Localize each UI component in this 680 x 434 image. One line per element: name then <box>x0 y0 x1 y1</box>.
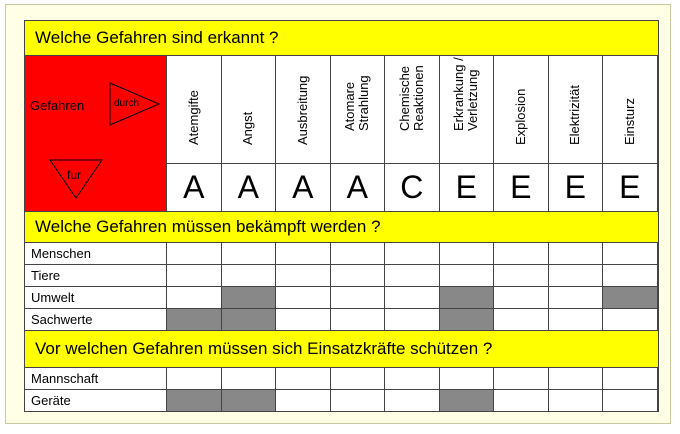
hazard-group-letter: E <box>494 163 549 211</box>
column-header <box>549 56 604 163</box>
hazard-group-letter: A <box>276 163 331 211</box>
hazard-group-letter: E <box>440 163 495 211</box>
row-label: Menschen <box>25 243 167 264</box>
matrix-cell[interactable] <box>331 265 386 286</box>
matrix-cell[interactable] <box>276 368 331 389</box>
column-header <box>222 56 277 163</box>
column-header <box>603 56 658 163</box>
matrix-cell[interactable] <box>440 368 495 389</box>
matrix-cell[interactable] <box>385 368 440 389</box>
table-row <box>25 243 658 265</box>
matrix-cell[interactable] <box>494 309 549 330</box>
matrix-cell[interactable] <box>385 265 440 286</box>
legend-cell <box>25 56 167 211</box>
column-header <box>276 56 331 163</box>
matrix-cell[interactable] <box>494 368 549 389</box>
column-header-label: Elektrizität <box>567 85 583 145</box>
column-header-label: Atemgifte <box>185 90 201 145</box>
matrix-cell[interactable] <box>331 309 386 330</box>
matrix-cell[interactable] <box>603 265 658 286</box>
matrix-cell[interactable] <box>167 287 222 308</box>
matrix-cell-marked[interactable] <box>222 390 277 411</box>
matrix-cell-marked[interactable] <box>167 390 222 411</box>
column-header <box>440 56 495 163</box>
matrix-cell[interactable] <box>440 243 495 264</box>
matrix-cell[interactable] <box>331 287 386 308</box>
matrix-cell[interactable] <box>549 368 604 389</box>
row-label: Mannschaft <box>25 368 167 389</box>
column-header-label: Explosion <box>512 88 528 145</box>
matrix-cell[interactable] <box>385 309 440 330</box>
matrix-cell[interactable] <box>331 243 386 264</box>
row-label: Umwelt <box>25 287 167 308</box>
matrix-cell[interactable] <box>603 243 658 264</box>
hazard-group-letter: E <box>549 163 604 211</box>
matrix-cell[interactable] <box>331 390 386 411</box>
matrix-cell[interactable] <box>494 287 549 308</box>
matrix-cell[interactable] <box>167 368 222 389</box>
detected-hazards-title: Welche Gefahren sind erkannt ? <box>35 28 279 47</box>
hazard-group-letter: A <box>167 163 222 211</box>
matrix-cell[interactable] <box>276 309 331 330</box>
matrix-cell[interactable] <box>331 368 386 389</box>
column-header-label: Ausbreitung <box>294 75 310 145</box>
row-label: Tiere <box>25 265 167 286</box>
table-row <box>25 287 658 309</box>
matrix-cell[interactable] <box>440 265 495 286</box>
fight-hazards-title: Welche Gefahren müssen bekämpft werden ? <box>35 217 381 236</box>
column-header <box>385 56 440 163</box>
matrix-cell-marked[interactable] <box>440 309 495 330</box>
table-row <box>25 368 658 390</box>
column-header-label: Atomare Strahlung <box>342 75 372 131</box>
matrix-cell[interactable] <box>222 265 277 286</box>
matrix-cell-marked[interactable] <box>222 287 277 308</box>
protect-hazards-title: Vor welchen Gefahren müssen sich Einsatzkräfte schützen ? <box>35 339 493 358</box>
hazard-group-letter: E <box>603 163 658 211</box>
column-header-label: Chemische Reaktionen <box>396 65 426 131</box>
hazard-group-letter: C <box>385 163 440 211</box>
legend-durch-label: durch <box>114 98 140 109</box>
matrix-cell[interactable] <box>385 243 440 264</box>
matrix-cell[interactable] <box>276 265 331 286</box>
column-header-label: Angst <box>240 111 256 145</box>
matrix-cell[interactable] <box>549 309 604 330</box>
hazard-group-letter: A <box>222 163 277 211</box>
column-header-label: Erkrankung / Verletzung <box>451 57 481 131</box>
protect-hazards-header <box>25 331 658 368</box>
matrix-cell-marked[interactable] <box>603 287 658 308</box>
matrix-cell[interactable] <box>603 390 658 411</box>
matrix-cell[interactable] <box>222 368 277 389</box>
hazard-group-letter: A <box>331 163 386 211</box>
matrix-cell[interactable] <box>494 243 549 264</box>
matrix-cell[interactable] <box>276 390 331 411</box>
matrix-cell[interactable] <box>603 309 658 330</box>
document-frame <box>5 4 671 424</box>
legend-fur-label: fur <box>67 168 82 182</box>
table-row <box>25 265 658 287</box>
row-label: Geräte <box>25 390 167 411</box>
matrix-cell[interactable] <box>549 287 604 308</box>
table-row <box>25 390 658 412</box>
matrix-cell[interactable] <box>603 368 658 389</box>
matrix-cell[interactable] <box>549 243 604 264</box>
fight-hazards-header <box>25 211 658 243</box>
matrix-cell[interactable] <box>549 390 604 411</box>
matrix-cell[interactable] <box>167 243 222 264</box>
column-header <box>494 56 549 163</box>
column-header-label: Einsturz <box>621 98 637 145</box>
matrix-cell[interactable] <box>549 265 604 286</box>
column-header <box>331 56 386 163</box>
matrix-cell[interactable] <box>385 390 440 411</box>
legend-gefahren-label: Gefahren <box>30 98 85 113</box>
matrix-cell-marked[interactable] <box>222 309 277 330</box>
matrix-cell[interactable] <box>222 243 277 264</box>
matrix-cell[interactable] <box>167 265 222 286</box>
table-row <box>25 309 658 331</box>
matrix-cell[interactable] <box>385 287 440 308</box>
matrix-cell-marked[interactable] <box>440 390 495 411</box>
matrix-cell-marked[interactable] <box>167 309 222 330</box>
column-header <box>167 56 222 163</box>
hazard-matrix <box>24 20 659 412</box>
row-label: Sachwerte <box>25 309 167 330</box>
detected-hazards-header <box>25 21 658 56</box>
matrix-cell[interactable] <box>494 390 549 411</box>
matrix-cell[interactable] <box>276 287 331 308</box>
matrix-cell-marked[interactable] <box>440 287 495 308</box>
matrix-cell[interactable] <box>494 265 549 286</box>
matrix-cell[interactable] <box>276 243 331 264</box>
